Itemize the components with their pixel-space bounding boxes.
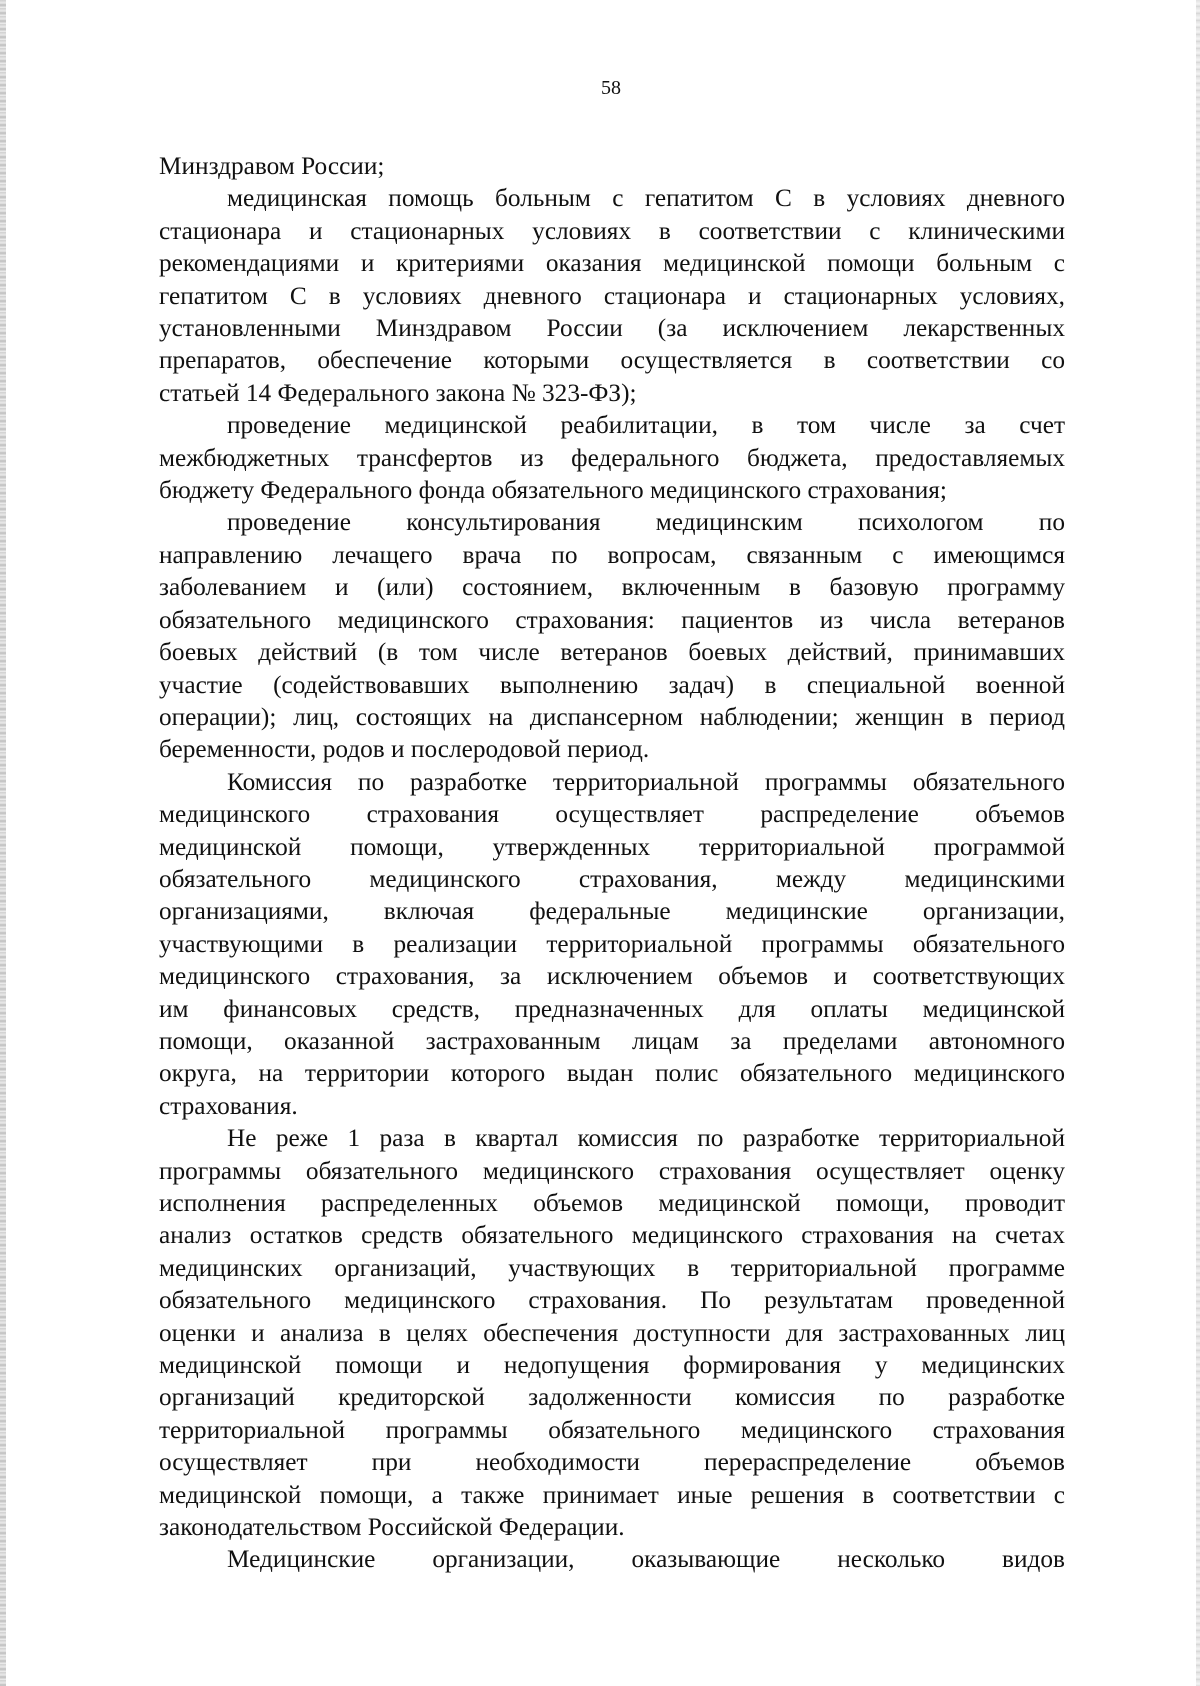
text-line: законодательством Российской Федерации. [159, 1513, 625, 1542]
text-line: им финансовых средств, предназначенных для оплаты медицинской [159, 994, 1065, 1023]
paragraph [159, 766, 1065, 1122]
text-line: медицинского страхования, за исключением объемов и соответствующих [159, 962, 1065, 991]
text-line: анализ остатков средств обязательного медицинского страхования на счетах [159, 1221, 1065, 1250]
text-line: участие (содействовавших выполнению задач) в специальной военной [159, 670, 1065, 699]
text-line: участвующими в реализации территориальной программы обязательного [159, 929, 1065, 958]
text-line: гепатитом С в условиях дневного стационара и стационарных условиях, [159, 281, 1065, 310]
text-line: исполнения распределенных объемов медицинской помощи, проводит [159, 1189, 1065, 1217]
text-line: боевых действий (в том числе ветеранов боевых действий, принимавших [159, 638, 1065, 667]
paragraph [159, 1122, 1065, 1543]
text-line: оценки и анализа в целях обеспечения доступности для застрахованных лиц [159, 1318, 1065, 1347]
text-line: Медицинские организации, оказывающие несколько видов [227, 1545, 1065, 1574]
text-line: стационара и стационарных условиях в соответствии с клиническими [159, 216, 1065, 245]
text-line: организаций кредиторской задолженности комиссия по разработке [159, 1383, 1065, 1412]
text-line: обязательного медицинского страхования. По результатам проведенной [159, 1286, 1065, 1315]
text-line: медицинская помощь больным с гепатитом С в условиях дневного [227, 184, 1065, 213]
paragraph [159, 506, 1065, 765]
text-line: медицинской помощи, утвержденных территориальной программой [159, 832, 1065, 861]
text-line: проведение консультирования медицинским психологом по [227, 508, 1065, 537]
text-line: беременности, родов и послеродовой период. [159, 735, 650, 764]
paragraph [159, 1543, 1065, 1575]
text-line: направлению лечащего врача по вопросам, связанным с имеющимся [159, 540, 1065, 569]
text-line: операции); лиц, состоящих на диспансерном наблюдении; женщин в период [159, 702, 1065, 731]
text-line: заболеванием и (или) состоянием, включенным в базовую программу [159, 573, 1065, 602]
text-line: обязательного медицинского страхования, между медицинскими [159, 864, 1065, 893]
text-line: межбюджетных трансфертов из федерального бюджета, предоставляемых [159, 443, 1065, 472]
text-line: препаратов, обеспечение которыми осуществляется в соответствии со [159, 346, 1065, 375]
text-line: помощи, оказанной застрахованным лицам за пределами автономного [159, 1026, 1065, 1055]
text-line: медицинской помощи и недопущения формирования у медицинских [159, 1351, 1065, 1380]
text-line: Не реже 1 раза в квартал комиссия по разработке территориальной [227, 1124, 1065, 1153]
text-line: обязательного медицинского страхования: пациентов из числа ветеранов [159, 605, 1065, 634]
text-line: медицинской помощи, а также принимает иные решения в соответствии с [159, 1480, 1065, 1509]
page-number: 58 [601, 77, 621, 99]
text-line: проведение медицинской реабилитации, в том числе за счет [227, 411, 1065, 440]
scan-edge-right [1196, 0, 1200, 1686]
paragraph [159, 182, 1065, 409]
text-line: медицинского страхования осуществляет распределение объемов [159, 800, 1065, 829]
text-line: округа, на территории которого выдан полис обязательного медицинского [159, 1059, 1065, 1088]
text-line: Комиссия по разработке территориальной программы обязательного [227, 767, 1065, 796]
text-line: организациями, включая федеральные медицинские организации, [159, 897, 1065, 926]
text-line: рекомендациями и критериями оказания медицинской помощи больным с [159, 249, 1065, 278]
text-line: территориальной программы обязательного медицинского страхования [159, 1415, 1065, 1444]
paragraph [159, 150, 1065, 182]
text-line: медицинских организаций, участвующих в территориальной программе [159, 1253, 1065, 1282]
text-line: программы обязательного медицинского страхования осуществляет оценку [159, 1156, 1065, 1185]
document-text [159, 150, 1065, 1576]
text-line: установленными Минздравом России (за исключением лекарственных [159, 314, 1065, 343]
scan-edge-left [0, 0, 6, 1686]
paragraph [159, 409, 1065, 506]
text-line: Минздравом России; [159, 152, 385, 180]
text-line: страхования. [159, 1091, 298, 1120]
text-line: статьей 14 Федерального закона № 323-ФЗ); [159, 378, 637, 407]
text-line: бюджету Федерального фонда обязательного медицинского страхования; [159, 476, 947, 505]
text-line: осуществляет при необходимости перераспределение объемов [159, 1448, 1065, 1477]
